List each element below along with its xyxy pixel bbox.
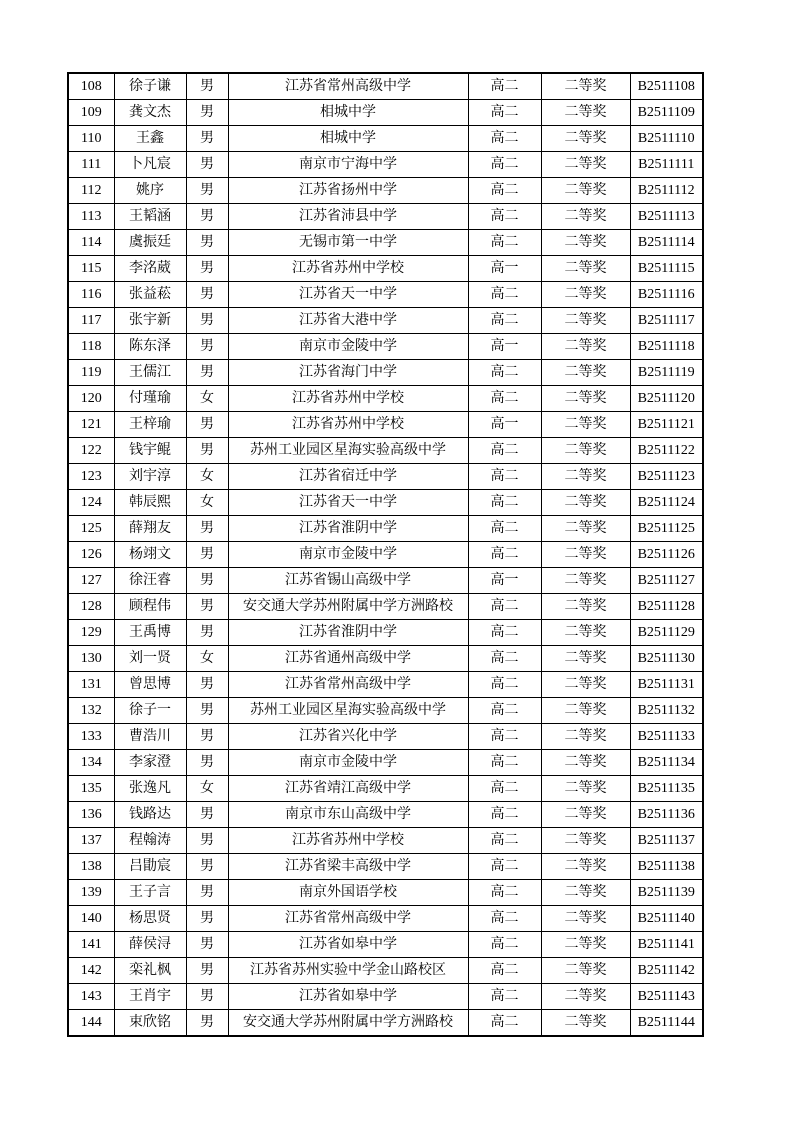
row-number-cell: 135: [68, 776, 114, 802]
row-number-cell: 123: [68, 464, 114, 490]
school-cell: 南京外国语学校: [228, 880, 468, 906]
grade-cell: 高一: [468, 568, 541, 594]
table-row: [68, 542, 703, 568]
row-number-cell: 129: [68, 620, 114, 646]
award-cell: 二等奖: [541, 698, 630, 724]
award-cell: 二等奖: [541, 334, 630, 360]
school-cell: 南京市金陵中学: [228, 334, 468, 360]
student-name-cell: 徐子谦: [114, 73, 186, 100]
certificate-code-cell: B2511113: [630, 204, 703, 230]
row-number-cell: 144: [68, 1010, 114, 1037]
table-row: [68, 620, 703, 646]
grade-cell: 高二: [468, 438, 541, 464]
school-cell: 江苏省苏州中学校: [228, 256, 468, 282]
grade-cell: 高二: [468, 620, 541, 646]
school-cell: 南京市金陵中学: [228, 542, 468, 568]
student-name-cell: 刘宇淳: [114, 464, 186, 490]
table-row: [68, 490, 703, 516]
table-row: [68, 958, 703, 984]
grade-cell: 高二: [468, 776, 541, 802]
student-name-cell: 王鑫: [114, 126, 186, 152]
certificate-code-cell: B2511140: [630, 906, 703, 932]
award-cell: 二等奖: [541, 152, 630, 178]
award-cell: 二等奖: [541, 594, 630, 620]
grade-cell: 高二: [468, 100, 541, 126]
table-row: [68, 152, 703, 178]
gender-cell: 女: [186, 464, 228, 490]
grade-cell: 高二: [468, 906, 541, 932]
certificate-code-cell: B2511123: [630, 464, 703, 490]
table-row: [68, 126, 703, 152]
table-row: [68, 334, 703, 360]
table-row: [68, 984, 703, 1010]
school-cell: 江苏省常州高级中学: [228, 672, 468, 698]
award-cell: 二等奖: [541, 256, 630, 282]
table-row: [68, 776, 703, 802]
student-name-cell: 李洺葳: [114, 256, 186, 282]
award-cell: 二等奖: [541, 126, 630, 152]
table-row: [68, 828, 703, 854]
grade-cell: 高二: [468, 360, 541, 386]
school-cell: 南京市宁海中学: [228, 152, 468, 178]
table-row: [68, 308, 703, 334]
row-number-cell: 128: [68, 594, 114, 620]
row-number-cell: 136: [68, 802, 114, 828]
certificate-code-cell: B2511136: [630, 802, 703, 828]
table-row: [68, 256, 703, 282]
certificate-code-cell: B2511143: [630, 984, 703, 1010]
certificate-code-cell: B2511112: [630, 178, 703, 204]
student-name-cell: 刘一贤: [114, 646, 186, 672]
school-cell: 江苏省梁丰高级中学: [228, 854, 468, 880]
school-cell: 江苏省天一中学: [228, 490, 468, 516]
school-cell: 江苏省常州高级中学: [228, 73, 468, 100]
grade-cell: 高二: [468, 932, 541, 958]
table-row: [68, 1010, 703, 1037]
gender-cell: 女: [186, 646, 228, 672]
award-cell: 二等奖: [541, 360, 630, 386]
row-number-cell: 117: [68, 308, 114, 334]
school-cell: 江苏省苏州中学校: [228, 412, 468, 438]
school-cell: 安交通大学苏州附属中学方洲路校: [228, 1010, 468, 1037]
certificate-code-cell: B2511119: [630, 360, 703, 386]
certificate-code-cell: B2511133: [630, 724, 703, 750]
table-row: [68, 698, 703, 724]
school-cell: 江苏省锡山高级中学: [228, 568, 468, 594]
award-cell: 二等奖: [541, 386, 630, 412]
certificate-code-cell: B2511129: [630, 620, 703, 646]
gender-cell: 男: [186, 230, 228, 256]
grade-cell: 高二: [468, 880, 541, 906]
gender-cell: 男: [186, 256, 228, 282]
student-name-cell: 程翰涛: [114, 828, 186, 854]
gender-cell: 男: [186, 73, 228, 100]
gender-cell: 男: [186, 1010, 228, 1037]
student-name-cell: 张宇新: [114, 308, 186, 334]
student-name-cell: 龚文杰: [114, 100, 186, 126]
award-cell: 二等奖: [541, 828, 630, 854]
award-cell: 二等奖: [541, 100, 630, 126]
gender-cell: 男: [186, 906, 228, 932]
gender-cell: 男: [186, 854, 228, 880]
table-row: [68, 360, 703, 386]
row-number-cell: 137: [68, 828, 114, 854]
school-cell: 苏州工业园区星海实验高级中学: [228, 698, 468, 724]
student-name-cell: 钱路达: [114, 802, 186, 828]
row-number-cell: 119: [68, 360, 114, 386]
grade-cell: 高二: [468, 802, 541, 828]
grade-cell: 高二: [468, 750, 541, 776]
row-number-cell: 127: [68, 568, 114, 594]
award-cell: 二等奖: [541, 672, 630, 698]
award-cell: 二等奖: [541, 73, 630, 100]
grade-cell: 高二: [468, 230, 541, 256]
table-row: [68, 386, 703, 412]
award-cell: 二等奖: [541, 308, 630, 334]
school-cell: 江苏省宿迁中学: [228, 464, 468, 490]
table-row: [68, 464, 703, 490]
table-row: [68, 932, 703, 958]
award-cell: 二等奖: [541, 724, 630, 750]
grade-cell: 高二: [468, 1010, 541, 1037]
table-row: [68, 438, 703, 464]
award-cell: 二等奖: [541, 464, 630, 490]
certificate-code-cell: B2511131: [630, 672, 703, 698]
row-number-cell: 109: [68, 100, 114, 126]
gender-cell: 男: [186, 620, 228, 646]
gender-cell: 男: [186, 412, 228, 438]
gender-cell: 男: [186, 802, 228, 828]
student-name-cell: 徐汪睿: [114, 568, 186, 594]
row-number-cell: 108: [68, 73, 114, 100]
certificate-code-cell: B2511138: [630, 854, 703, 880]
gender-cell: 男: [186, 750, 228, 776]
table-row: [68, 230, 703, 256]
gender-cell: 男: [186, 568, 228, 594]
student-name-cell: 虞振廷: [114, 230, 186, 256]
certificate-code-cell: B2511130: [630, 646, 703, 672]
school-cell: 江苏省淮阴中学: [228, 620, 468, 646]
row-number-cell: 112: [68, 178, 114, 204]
row-number-cell: 142: [68, 958, 114, 984]
row-number-cell: 141: [68, 932, 114, 958]
table-row: [68, 646, 703, 672]
gender-cell: 男: [186, 698, 228, 724]
gender-cell: 男: [186, 100, 228, 126]
student-name-cell: 杨思贤: [114, 906, 186, 932]
row-number-cell: 131: [68, 672, 114, 698]
student-name-cell: 王韬涵: [114, 204, 186, 230]
student-name-cell: 栾礼枫: [114, 958, 186, 984]
gender-cell: 女: [186, 386, 228, 412]
table-row: [68, 412, 703, 438]
row-number-cell: 140: [68, 906, 114, 932]
award-cell: 二等奖: [541, 932, 630, 958]
school-cell: 江苏省常州高级中学: [228, 906, 468, 932]
grade-cell: 高二: [468, 204, 541, 230]
award-cell: 二等奖: [541, 620, 630, 646]
gender-cell: 男: [186, 334, 228, 360]
grade-cell: 高二: [468, 386, 541, 412]
gender-cell: 男: [186, 152, 228, 178]
student-name-cell: 姚序: [114, 178, 186, 204]
grade-cell: 高二: [468, 126, 541, 152]
school-cell: 江苏省兴化中学: [228, 724, 468, 750]
table-row: [68, 724, 703, 750]
student-name-cell: 付瑾瑜: [114, 386, 186, 412]
student-name-cell: 杨翊文: [114, 542, 186, 568]
student-name-cell: 张益菘: [114, 282, 186, 308]
student-name-cell: 顾程伟: [114, 594, 186, 620]
table-row: [68, 568, 703, 594]
row-number-cell: 143: [68, 984, 114, 1010]
school-cell: 江苏省通州高级中学: [228, 646, 468, 672]
school-cell: 江苏省苏州中学校: [228, 386, 468, 412]
school-cell: 江苏省大港中学: [228, 308, 468, 334]
certificate-code-cell: B2511135: [630, 776, 703, 802]
school-cell: 相城中学: [228, 100, 468, 126]
award-cell: 二等奖: [541, 646, 630, 672]
grade-cell: 高二: [468, 698, 541, 724]
grade-cell: 高二: [468, 854, 541, 880]
grade-cell: 高二: [468, 958, 541, 984]
row-number-cell: 133: [68, 724, 114, 750]
certificate-code-cell: B2511120: [630, 386, 703, 412]
award-cell: 二等奖: [541, 776, 630, 802]
gender-cell: 男: [186, 828, 228, 854]
award-cell: 二等奖: [541, 1010, 630, 1037]
certificate-code-cell: B2511144: [630, 1010, 703, 1037]
table-row: [68, 204, 703, 230]
table-row: [68, 880, 703, 906]
certificate-code-cell: B2511125: [630, 516, 703, 542]
award-cell: 二等奖: [541, 750, 630, 776]
gender-cell: 男: [186, 360, 228, 386]
row-number-cell: 132: [68, 698, 114, 724]
award-cell: 二等奖: [541, 516, 630, 542]
school-cell: 江苏省天一中学: [228, 282, 468, 308]
school-cell: 江苏省苏州实验中学金山路校区: [228, 958, 468, 984]
school-cell: 安交通大学苏州附属中学方洲路校: [228, 594, 468, 620]
award-cell: 二等奖: [541, 906, 630, 932]
certificate-code-cell: B2511141: [630, 932, 703, 958]
gender-cell: 男: [186, 204, 228, 230]
award-cell: 二等奖: [541, 568, 630, 594]
gender-cell: 男: [186, 308, 228, 334]
certificate-code-cell: B2511108: [630, 73, 703, 100]
student-name-cell: 王肖宇: [114, 984, 186, 1010]
award-cell: 二等奖: [541, 412, 630, 438]
row-number-cell: 124: [68, 490, 114, 516]
row-number-cell: 134: [68, 750, 114, 776]
row-number-cell: 138: [68, 854, 114, 880]
student-name-cell: 王子言: [114, 880, 186, 906]
award-cell: 二等奖: [541, 178, 630, 204]
row-number-cell: 130: [68, 646, 114, 672]
student-name-cell: 王梓瑜: [114, 412, 186, 438]
award-cell: 二等奖: [541, 542, 630, 568]
grade-cell: 高一: [468, 412, 541, 438]
grade-cell: 高二: [468, 282, 541, 308]
school-cell: 江苏省如皋中学: [228, 984, 468, 1010]
award-cell: 二等奖: [541, 802, 630, 828]
grade-cell: 高一: [468, 334, 541, 360]
certificate-code-cell: B2511137: [630, 828, 703, 854]
school-cell: 江苏省靖江高级中学: [228, 776, 468, 802]
student-name-cell: 薛侯浔: [114, 932, 186, 958]
table-row: [68, 802, 703, 828]
grade-cell: 高二: [468, 724, 541, 750]
table-row: [68, 750, 703, 776]
gender-cell: 男: [186, 984, 228, 1010]
student-name-cell: 束欣铭: [114, 1010, 186, 1037]
certificate-code-cell: B2511132: [630, 698, 703, 724]
row-number-cell: 115: [68, 256, 114, 282]
grade-cell: 高二: [468, 594, 541, 620]
certificate-code-cell: B2511109: [630, 100, 703, 126]
grade-cell: 高二: [468, 646, 541, 672]
row-number-cell: 126: [68, 542, 114, 568]
row-number-cell: 113: [68, 204, 114, 230]
table-row: [68, 672, 703, 698]
row-number-cell: 122: [68, 438, 114, 464]
gender-cell: 男: [186, 438, 228, 464]
student-name-cell: 王儒江: [114, 360, 186, 386]
gender-cell: 男: [186, 724, 228, 750]
student-name-cell: 卜凡宸: [114, 152, 186, 178]
certificate-code-cell: B2511114: [630, 230, 703, 256]
grade-cell: 高二: [468, 308, 541, 334]
school-cell: 江苏省扬州中学: [228, 178, 468, 204]
school-cell: 南京市东山高级中学: [228, 802, 468, 828]
gender-cell: 男: [186, 178, 228, 204]
school-cell: 江苏省如皋中学: [228, 932, 468, 958]
award-cell: 二等奖: [541, 984, 630, 1010]
gender-cell: 男: [186, 516, 228, 542]
row-number-cell: 116: [68, 282, 114, 308]
award-cell: 二等奖: [541, 490, 630, 516]
grade-cell: 高一: [468, 256, 541, 282]
award-cell: 二等奖: [541, 230, 630, 256]
school-cell: 江苏省淮阴中学: [228, 516, 468, 542]
table-row: [68, 594, 703, 620]
grade-cell: 高二: [468, 516, 541, 542]
award-cell: 二等奖: [541, 854, 630, 880]
row-number-cell: 111: [68, 152, 114, 178]
grade-cell: 高二: [468, 984, 541, 1010]
certificate-code-cell: B2511127: [630, 568, 703, 594]
award-cell: 二等奖: [541, 438, 630, 464]
table-row: [68, 73, 703, 100]
gender-cell: 男: [186, 958, 228, 984]
grade-cell: 高二: [468, 542, 541, 568]
gender-cell: 男: [186, 282, 228, 308]
school-cell: 相城中学: [228, 126, 468, 152]
gender-cell: 男: [186, 880, 228, 906]
row-number-cell: 120: [68, 386, 114, 412]
gender-cell: 女: [186, 776, 228, 802]
table-row: [68, 906, 703, 932]
row-number-cell: 114: [68, 230, 114, 256]
certificate-code-cell: B2511122: [630, 438, 703, 464]
student-name-cell: 陈东泽: [114, 334, 186, 360]
grade-cell: 高二: [468, 73, 541, 100]
table-row: [68, 854, 703, 880]
certificate-code-cell: B2511124: [630, 490, 703, 516]
row-number-cell: 125: [68, 516, 114, 542]
grade-cell: 高二: [468, 152, 541, 178]
school-cell: 南京市金陵中学: [228, 750, 468, 776]
school-cell: 江苏省海门中学: [228, 360, 468, 386]
certificate-code-cell: B2511128: [630, 594, 703, 620]
row-number-cell: 118: [68, 334, 114, 360]
student-name-cell: 吕勖宸: [114, 854, 186, 880]
student-name-cell: 徐子一: [114, 698, 186, 724]
student-name-cell: 李家澄: [114, 750, 186, 776]
gender-cell: 女: [186, 490, 228, 516]
student-name-cell: 王禹博: [114, 620, 186, 646]
award-cell: 二等奖: [541, 880, 630, 906]
gender-cell: 男: [186, 932, 228, 958]
school-cell: 无锡市第一中学: [228, 230, 468, 256]
row-number-cell: 139: [68, 880, 114, 906]
grade-cell: 高二: [468, 828, 541, 854]
grade-cell: 高二: [468, 464, 541, 490]
table-row: [68, 516, 703, 542]
school-cell: 江苏省沛县中学: [228, 204, 468, 230]
award-cell: 二等奖: [541, 282, 630, 308]
certificate-code-cell: B2511117: [630, 308, 703, 334]
certificate-code-cell: B2511111: [630, 152, 703, 178]
gender-cell: 男: [186, 594, 228, 620]
certificate-code-cell: B2511126: [630, 542, 703, 568]
student-name-cell: 张逸凡: [114, 776, 186, 802]
gender-cell: 男: [186, 672, 228, 698]
student-name-cell: 曹浩川: [114, 724, 186, 750]
row-number-cell: 121: [68, 412, 114, 438]
table-row: [68, 100, 703, 126]
student-name-cell: 曾思博: [114, 672, 186, 698]
school-cell: 江苏省苏州中学校: [228, 828, 468, 854]
row-number-cell: 110: [68, 126, 114, 152]
certificate-code-cell: B2511110: [630, 126, 703, 152]
certificate-code-cell: B2511142: [630, 958, 703, 984]
certificate-code-cell: B2511121: [630, 412, 703, 438]
award-list-table: [67, 72, 704, 1037]
certificate-code-cell: B2511116: [630, 282, 703, 308]
school-cell: 苏州工业园区星海实验高级中学: [228, 438, 468, 464]
gender-cell: 男: [186, 542, 228, 568]
certificate-code-cell: B2511139: [630, 880, 703, 906]
certificate-code-cell: B2511118: [630, 334, 703, 360]
table-row: [68, 178, 703, 204]
table-row: [68, 282, 703, 308]
certificate-code-cell: B2511115: [630, 256, 703, 282]
grade-cell: 高二: [468, 178, 541, 204]
student-name-cell: 韩辰熙: [114, 490, 186, 516]
grade-cell: 高二: [468, 490, 541, 516]
award-list-body: [68, 73, 703, 1036]
gender-cell: 男: [186, 126, 228, 152]
certificate-code-cell: B2511134: [630, 750, 703, 776]
grade-cell: 高二: [468, 672, 541, 698]
student-name-cell: 钱宇鲲: [114, 438, 186, 464]
student-name-cell: 薛翔友: [114, 516, 186, 542]
award-cell: 二等奖: [541, 958, 630, 984]
award-cell: 二等奖: [541, 204, 630, 230]
